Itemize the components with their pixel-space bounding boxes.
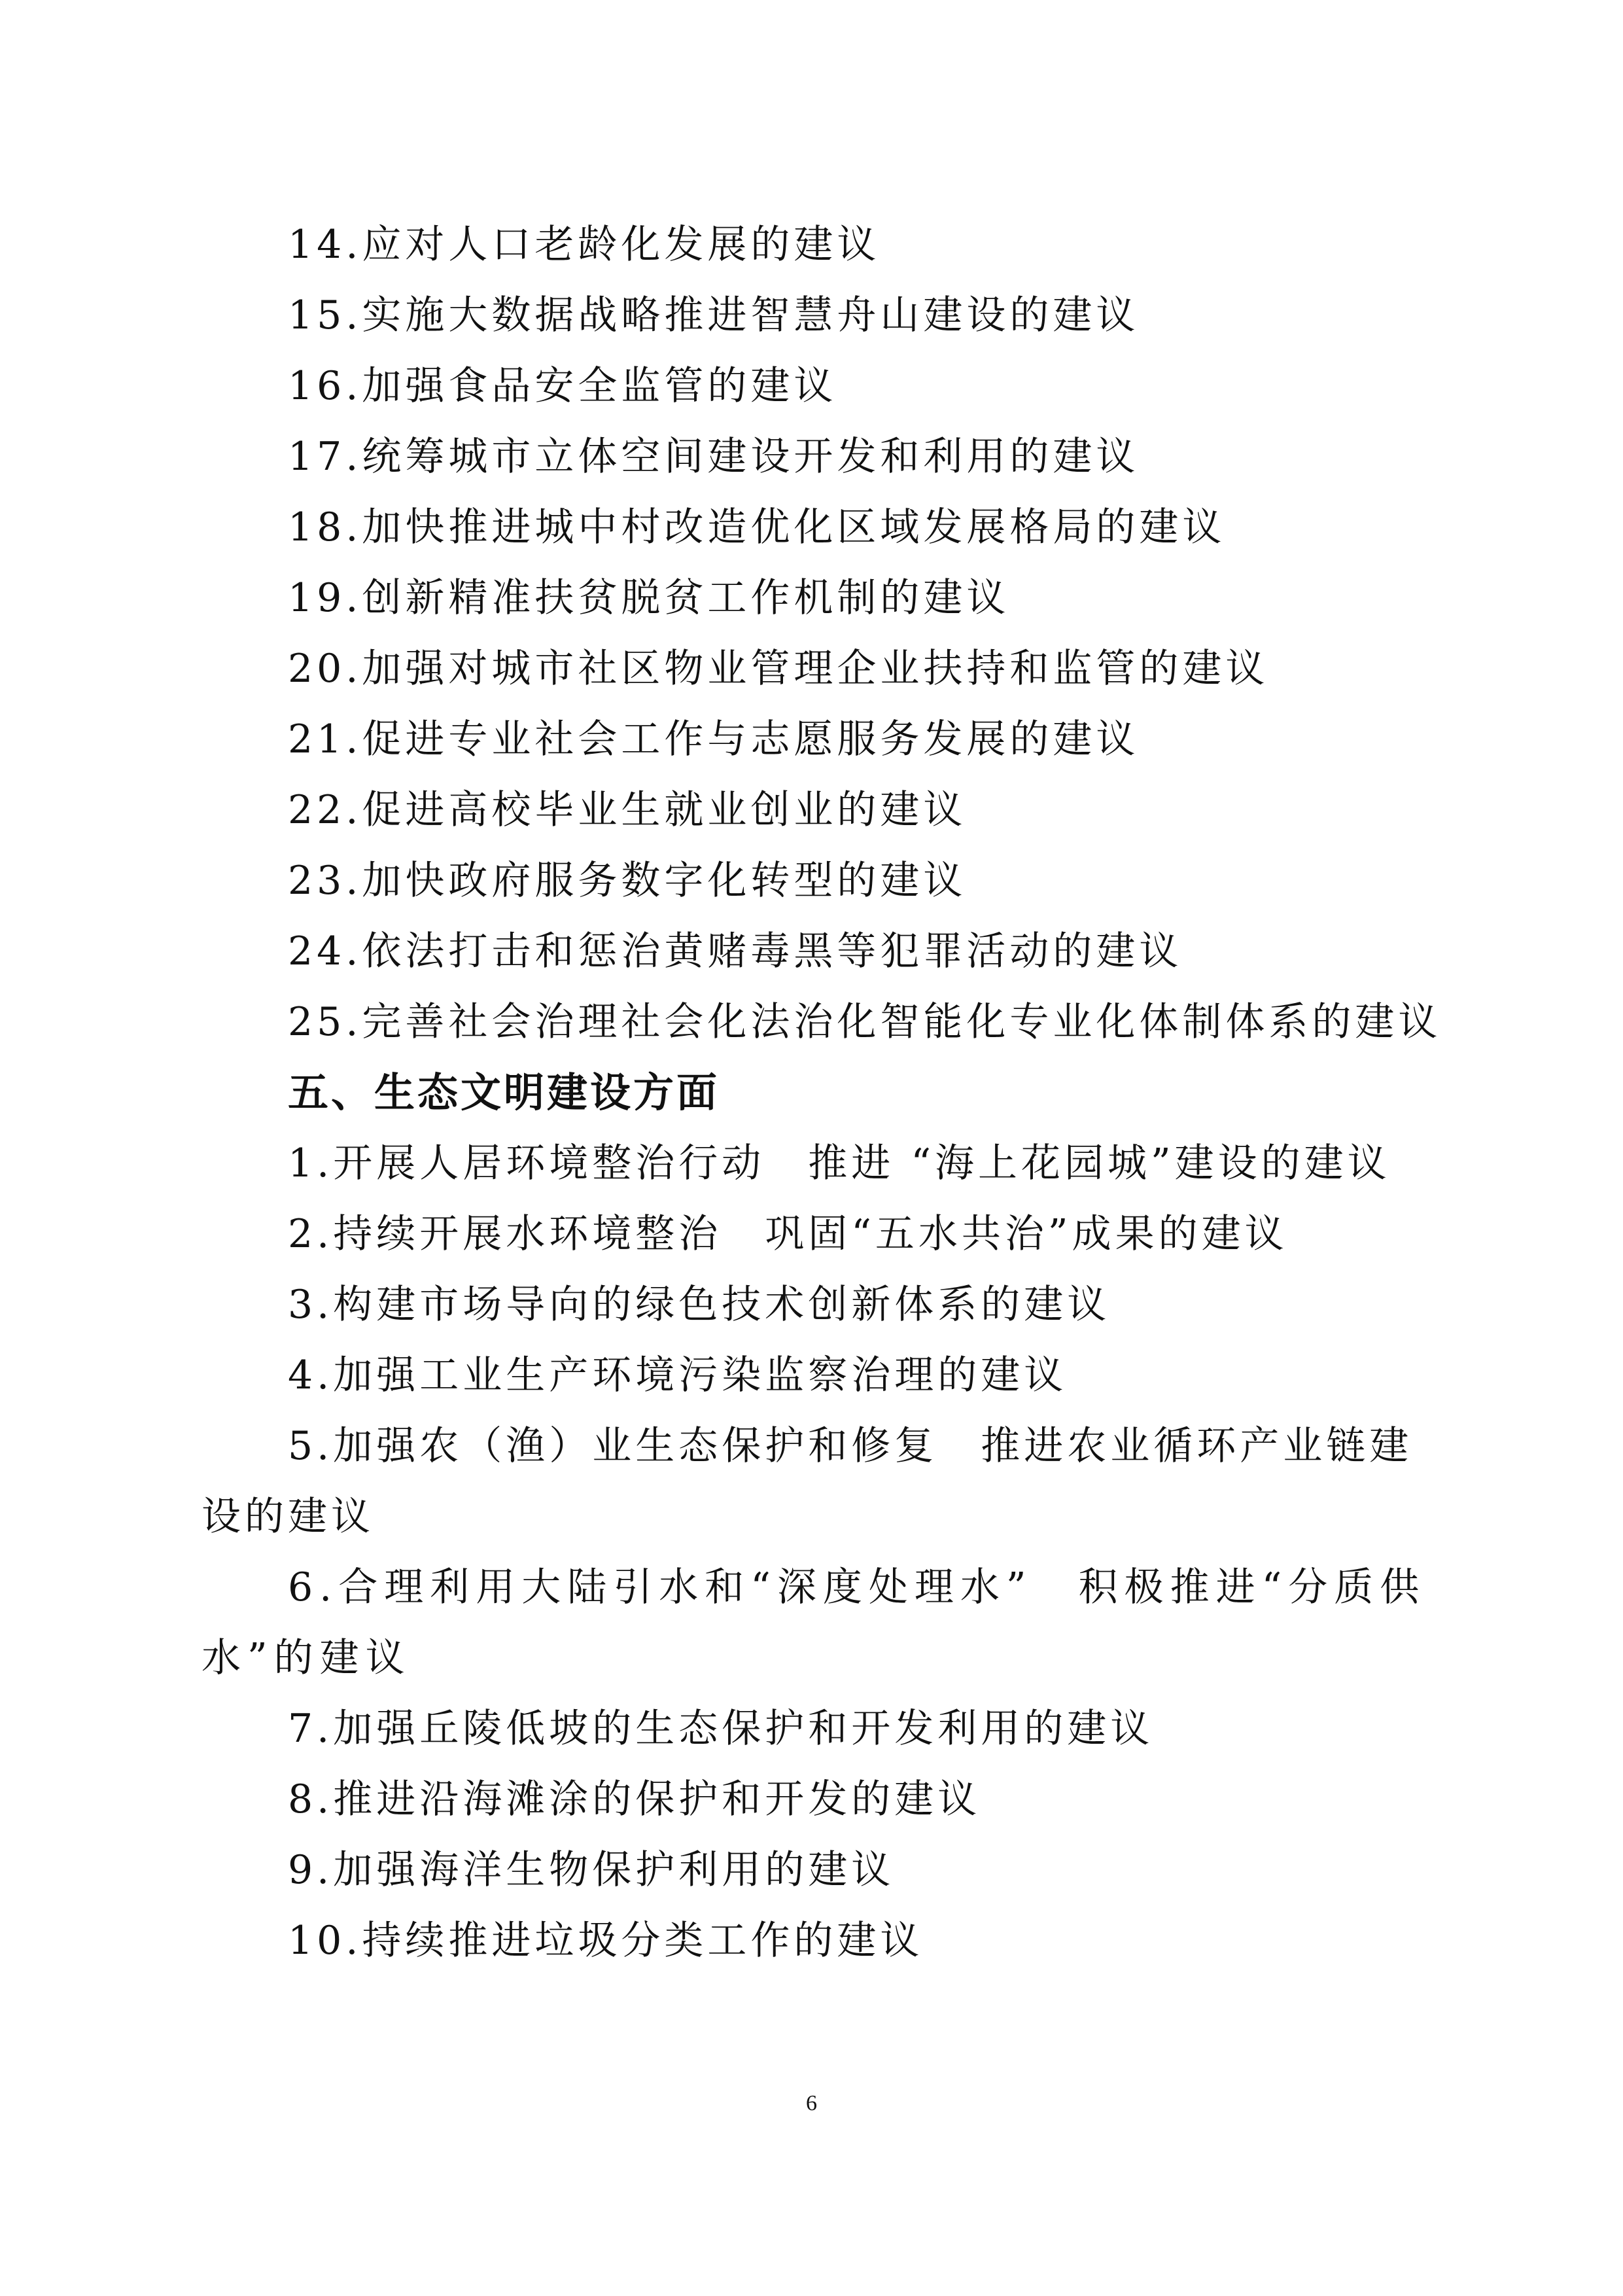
list-item: 16.加强食品安全监管的建议 [288,363,837,409]
list-item: 8.推进沿海滩涂的保护和开发的建议 [288,1776,981,1822]
list-item: 19.创新精准扶贫脱贫工作机制的建议 [288,575,1010,621]
list-item: 4.加强工业生产环境污染监察治理的建议 [288,1352,1068,1398]
list-item: 7.加强丘陵低坡的生态保护和开发利用的建议 [288,1706,1154,1752]
list-item: 17.统筹城市立体空间建设开发和利用的建议 [288,434,1140,480]
page-number: 6 [806,2091,817,2115]
list-item: 10.持续推进垃圾分类工作的建议 [288,1918,924,1964]
list-item: 5.加强农（渔）业生态保护和修复 推进农业循环产业链建设的建议 [201,1423,1413,1540]
list-item: 22.促进高校毕业生就业创业的建议 [288,787,967,833]
list-item: 15.实施大数据战略推进智慧舟山建设的建议 [288,292,1140,338]
list-item: 25.完善社会治理社会化法治化智能化专业化体制体系的建议 [288,999,1442,1045]
page-body [201,209,1442,1976]
list-item: 23.加快政府服务数字化转型的建议 [288,858,967,904]
list-item: 20.加强对城市社区物业管理企业扶持和监管的建议 [288,646,1269,692]
list-item: 9.加强海洋生物保护利用的建议 [288,1847,895,1893]
list-item: 14.应对人口老龄化发展的建议 [288,222,881,268]
list-item: 18.加快推进城中村改造优化区域发展格局的建议 [288,504,1226,550]
section-heading: 五、生态文明建设方面 [288,1069,720,1116]
list-item: 21.促进专业社会工作与志愿服务发展的建议 [288,716,1140,762]
list-item: 24.依法打击和惩治黄赌毒黑等犯罪活动的建议 [288,928,1183,974]
list-item: 6.合理利用大陆引水和“深度处理水” 积极推进“分质供水”的建议 [201,1564,1426,1681]
list-item: 1.开展人居环境整治行动 推进 “海上花园城”建设的建议 [288,1140,1391,1186]
list-item: 2.持续开展水环境整治 巩固“五水共治”成果的建议 [288,1211,1288,1257]
list-item: 3.构建市场导向的绿色技术创新体系的建议 [288,1282,1111,1328]
